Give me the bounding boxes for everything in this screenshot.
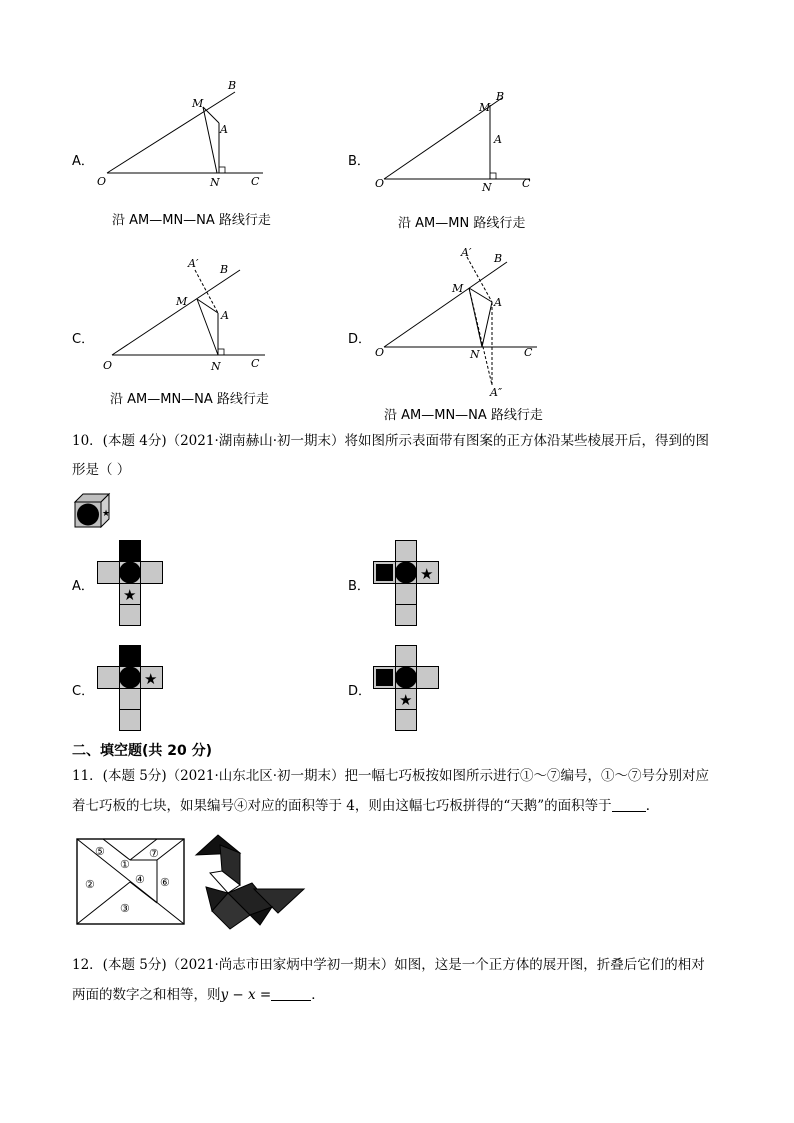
svg-text:★: ★ (399, 691, 413, 709)
label-o: O (375, 346, 385, 359)
label-a-prime: A′ (461, 246, 472, 259)
right-angle-mark (219, 167, 225, 173)
label-c: C (524, 346, 533, 359)
label-n: N (482, 181, 492, 194)
option-a-caption: 沿 AM—MN—NA 路线行走 (112, 213, 271, 228)
option-c-caption: 沿 AM—MN—NA 路线行走 (110, 392, 269, 407)
label-a-prime: A′ (188, 257, 199, 270)
q10-text-line2: 形是（ ） (72, 462, 131, 478)
ray-ob (107, 92, 235, 173)
q11-text-line1: 11．(本题 5分)（2021·山东北区·初一期末）把一幅七巧板按如图所示进行①～⑦编号，①～⑦号分别对应 (72, 768, 710, 784)
right-angle-mark (218, 349, 224, 355)
label-a: A (494, 296, 502, 309)
q10-text-line1: 10．(本题 4分)（2021·湖南赫山·初一期末）将如图所示表面带有图案的正方体沿某些棱展开后，得到的图 (72, 433, 710, 449)
answer-blank[interactable] (612, 797, 646, 812)
option-d-caption: 沿 AM—MN—NA 路线行走 (384, 408, 543, 423)
patterned-cube-icon (73, 492, 111, 528)
q11-text-line2: 着七巧板的七块，如果编号④对应的面积等于 4，则由这幅七巧板拼得的“天鹅”的面积等于 ． (72, 798, 660, 814)
answer-blank[interactable] (271, 986, 311, 1001)
label-m: M (192, 97, 204, 110)
q10-option-d-label: D． (348, 684, 372, 699)
label-o: O (97, 175, 107, 188)
label-n: N (211, 360, 221, 373)
label-1: ① (120, 858, 130, 871)
label-6: ⑥ (160, 876, 170, 889)
label-m: M (452, 282, 464, 295)
label-m: M (479, 101, 491, 114)
option-d-label: D． (348, 332, 372, 347)
svg-text:★: ★ (420, 565, 434, 583)
tangram-square (76, 838, 186, 926)
q10-net-a (96, 539, 166, 629)
label-o: O (103, 359, 113, 372)
q12-text-line1: 12．(本题 5分)（2021·尚志市田家炳中学初一期末）如图，这是一个正方体的展开图，折叠后它们的相对 (72, 957, 705, 973)
q10-net-b (372, 539, 442, 629)
label-a: A (221, 309, 229, 322)
svg-text:★: ★ (144, 670, 158, 688)
label-m: M (176, 295, 188, 308)
figure-c (95, 255, 275, 375)
label-b: B (496, 90, 505, 103)
option-c-label: C． (72, 332, 95, 347)
svg-text:★: ★ (102, 509, 111, 519)
q10-option-a-label: A． (72, 579, 94, 594)
option-b-label: B． (348, 154, 370, 169)
right-angle-mark (490, 173, 496, 179)
label-7: ⑦ (149, 847, 159, 860)
label-a-double-prime: A″ (490, 386, 503, 399)
section-title: 二、填空题(共 20 分) (72, 743, 213, 759)
reflection-line (195, 270, 218, 313)
label-5: ⑤ (95, 845, 105, 858)
label-b: B (494, 252, 503, 265)
label-c: C (251, 175, 260, 188)
option-a-label: A． (72, 154, 94, 169)
figure-d (372, 240, 547, 400)
segment-mn (203, 107, 217, 173)
label-n: N (470, 348, 480, 361)
figure-a (95, 75, 275, 190)
ray-ob (384, 262, 507, 347)
segment-am (469, 288, 492, 302)
swan-tangram-image (192, 833, 307, 933)
svg-text:★: ★ (123, 586, 137, 604)
label-3: ③ (120, 902, 130, 915)
label-a: A (220, 123, 228, 136)
label-b: B (220, 263, 229, 276)
label-o: O (375, 177, 385, 190)
segment-na (482, 302, 492, 347)
label-c: C (251, 357, 260, 370)
q10-net-c (96, 644, 166, 734)
label-2: ② (85, 878, 95, 891)
q10-option-c-label: C． (72, 684, 95, 699)
label-4: ④ (135, 873, 145, 886)
label-c: C (522, 177, 531, 190)
label-b: B (228, 79, 237, 92)
q12-text-line2: 两面的数字之和相等，则y − x = ． (72, 987, 325, 1003)
q10-net-d (372, 644, 442, 734)
figure-b (372, 85, 542, 200)
label-n: N (210, 176, 220, 189)
q10-option-b-label: B． (348, 579, 370, 594)
option-b-caption: 沿 AM—MN 路线行走 (398, 216, 526, 231)
label-a: A (494, 133, 502, 146)
